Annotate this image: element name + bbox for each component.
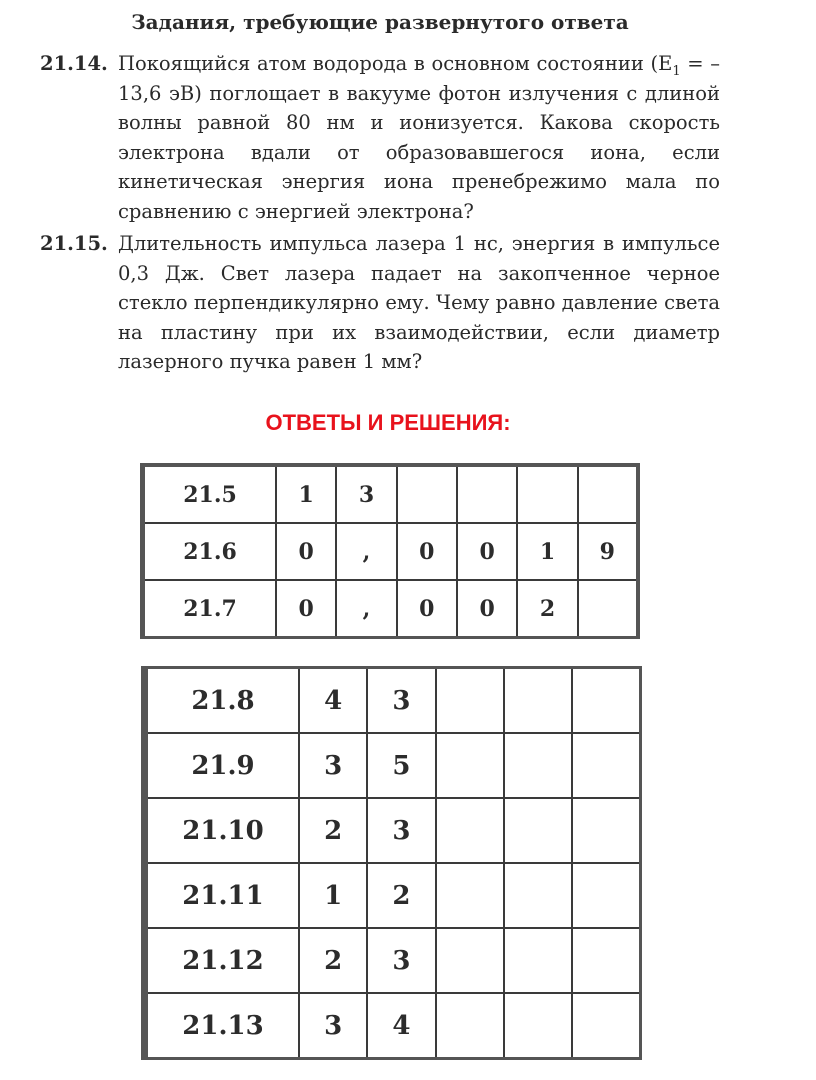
table-row	[145, 863, 641, 928]
answer-cell	[572, 863, 640, 928]
answer-cell	[504, 928, 572, 993]
table-row	[143, 580, 639, 638]
answer-cell: 2	[299, 798, 367, 863]
answers-table-2	[141, 666, 642, 1060]
answer-cell	[572, 993, 640, 1059]
answer-cell	[457, 465, 517, 523]
answer-cell	[504, 798, 572, 863]
answer-cell: 0	[457, 523, 517, 580]
answer-cell	[572, 798, 640, 863]
table-row	[143, 523, 639, 580]
table-row	[145, 668, 641, 734]
section-heading: Задания, требующие развернутого ответа	[131, 10, 629, 34]
problem-number: 21.15.	[40, 232, 108, 255]
task-number-cell: 21.9	[145, 733, 300, 798]
answer-cell: 1	[299, 863, 367, 928]
answer-cell: 0	[276, 523, 336, 580]
task-number-cell: 21.5	[143, 465, 277, 523]
task-number-cell: 21.6	[143, 523, 277, 580]
task-number-cell: 21.11	[145, 863, 300, 928]
answer-cell	[572, 928, 640, 993]
answer-cell: 4	[367, 993, 435, 1059]
answer-cell	[504, 993, 572, 1059]
answer-cell	[572, 733, 640, 798]
answer-cell	[436, 733, 504, 798]
answer-cell: 1	[517, 523, 577, 580]
answer-cell: 3	[367, 668, 435, 734]
answer-cell	[504, 668, 572, 734]
table-row	[145, 733, 641, 798]
answer-cell: 0	[276, 580, 336, 638]
problem-21-14	[40, 49, 720, 226]
answer-cell: ,	[336, 580, 396, 638]
answer-cell	[572, 668, 640, 734]
answer-cell	[436, 928, 504, 993]
answer-cell: 2	[299, 928, 367, 993]
task-number-cell: 21.8	[145, 668, 300, 734]
task-number-cell: 21.7	[143, 580, 277, 638]
answer-cell: 3	[299, 733, 367, 798]
answer-cell: 1	[276, 465, 336, 523]
answer-cell: ,	[336, 523, 396, 580]
answer-cell	[578, 580, 638, 638]
task-number-cell: 21.12	[145, 928, 300, 993]
answer-cell	[504, 863, 572, 928]
answer-cell: 0	[457, 580, 517, 638]
answer-cell	[578, 465, 638, 523]
answer-cell: 2	[367, 863, 435, 928]
answer-cell	[436, 798, 504, 863]
answer-cell: 2	[517, 580, 577, 638]
problem-number: 21.14.	[40, 52, 108, 75]
answer-cell: 3	[367, 928, 435, 993]
answers-title: ОТВЕТЫ И РЕШЕНИЯ:	[265, 410, 511, 435]
answer-cell: 4	[299, 668, 367, 734]
answer-cell: 0	[397, 580, 457, 638]
table-row	[145, 993, 641, 1059]
task-number-cell: 21.10	[145, 798, 300, 863]
answer-cell	[436, 863, 504, 928]
answer-cell: 3	[367, 798, 435, 863]
answer-cell	[397, 465, 457, 523]
answer-cell	[504, 733, 572, 798]
table-row	[143, 465, 639, 523]
answer-cell: 0	[397, 523, 457, 580]
answer-cell	[436, 668, 504, 734]
answer-cell: 9	[578, 523, 638, 580]
task-number-cell: 21.13	[145, 993, 300, 1059]
answer-cell: 3	[299, 993, 367, 1059]
answers-table-1	[140, 463, 640, 639]
answer-cell: 3	[336, 465, 396, 523]
problem-text: Длительность импульса лазера 1 нс, энергия в импульсе 0,3 Дж. Свет лазера падает на закопченное черное стекло перпендикулярно ему. Чему равно давление света на пластину при их взаимодействии, если диаметр лазерного пучка равен 1 мм?	[118, 232, 720, 373]
answer-cell	[517, 465, 577, 523]
table-row	[145, 928, 641, 993]
problem-21-15	[40, 229, 720, 377]
answer-cell	[436, 993, 504, 1059]
answer-cell: 5	[367, 733, 435, 798]
problem-text: Покоящийся атом водорода в основном состоянии ($E_1 = -13,6$ эВ) поглощает в вакууме фотон излучения с длиной волны равной 80 нм и ионизуется. Какова скорость электрона вдали от образовавшегося иона, если кинетическая энергия иона пренебрежимо мала по сравнению с энергией электрона?	[118, 52, 720, 223]
table-row	[145, 798, 641, 863]
